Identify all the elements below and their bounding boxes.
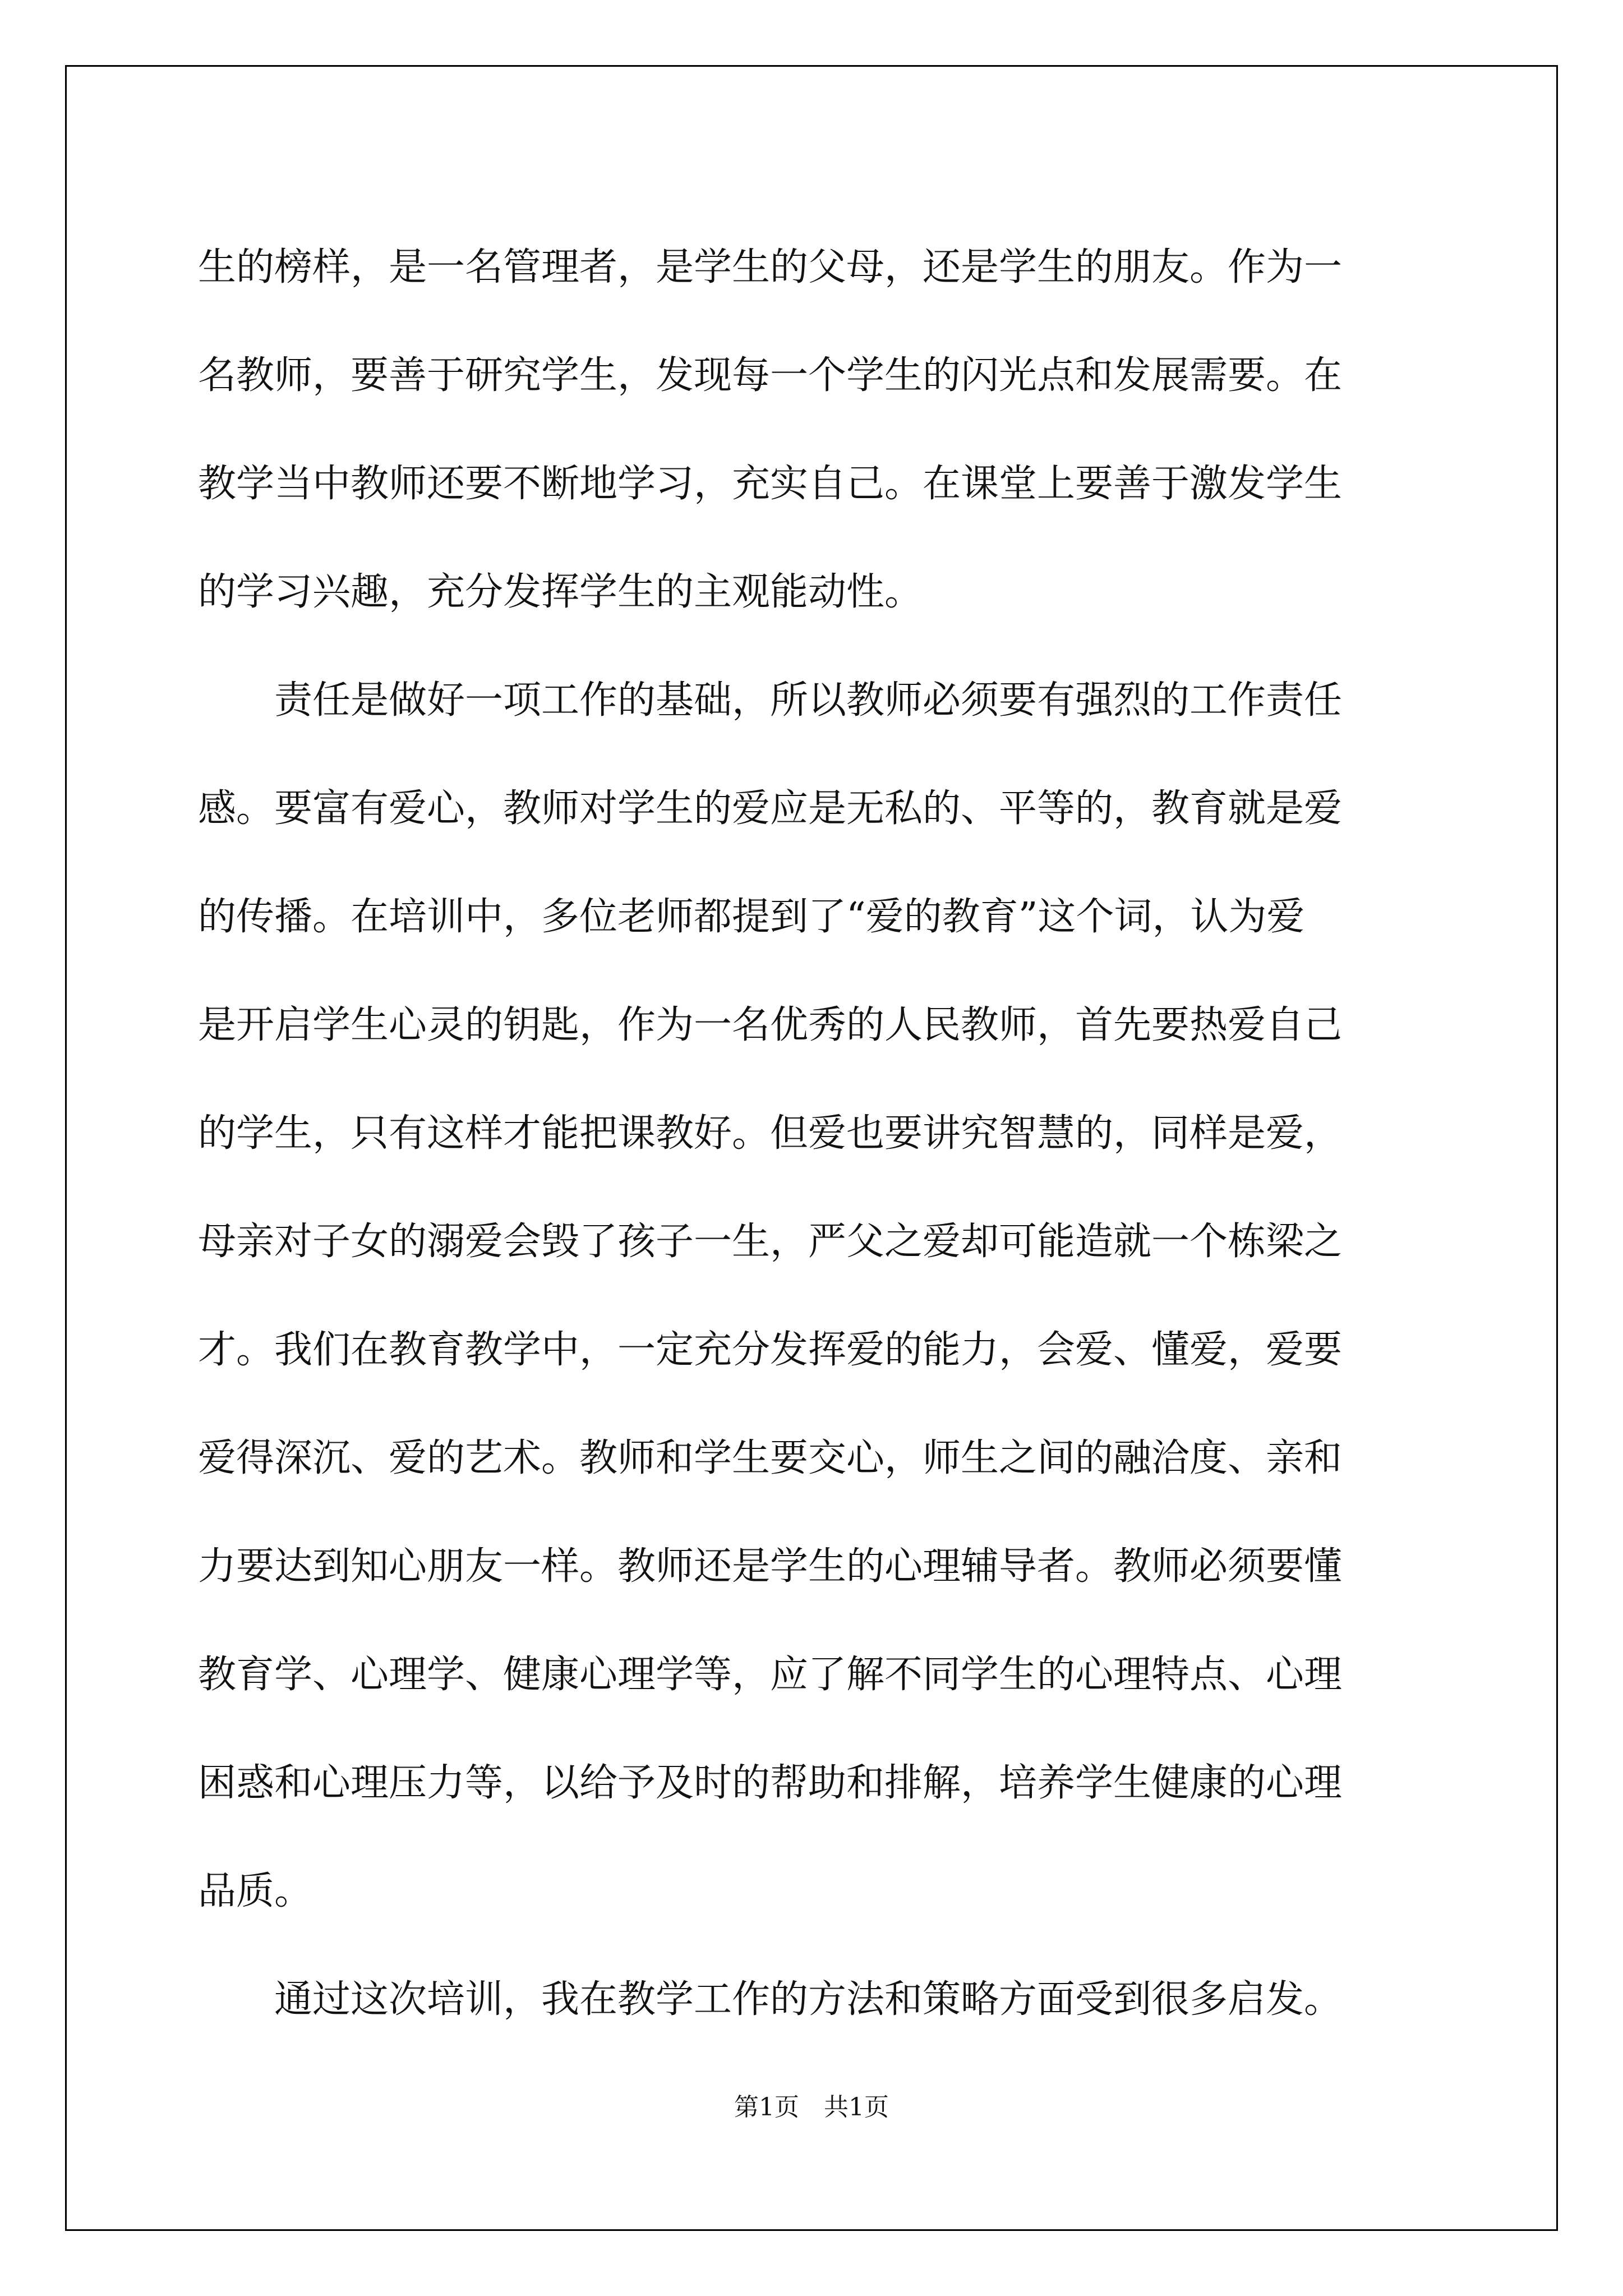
text-line: 的学生，只有这样才能把课教好。但爱也要讲究智慧的，同样是爱，	[198, 1111, 1343, 1156]
document-body	[198, 213, 1430, 2054]
text-line: 才。我们在教育教学中，一定充分发挥爱的能力，会爱、懂爱，爱要	[198, 1328, 1343, 1372]
text-line: 的传播。在培训中，多位老师都提到了“爱的教育”这个词，认为爱	[198, 895, 1305, 939]
text-line: 力要达到知心朋友一样。教师还是学生的心理辅导者。教师必须要懂	[198, 1544, 1343, 1589]
text-line: 感。要富有爱心，教师对学生的爱应是无私的、平等的，教育就是爱	[198, 786, 1343, 831]
text-line: 教学当中教师还要不断地学习，充实自己。在课堂上要善于激发学生	[198, 462, 1343, 506]
text-line: 爱得深沉、爱的艺术。教师和学生要交心，师生之间的融洽度、亲和	[198, 1436, 1343, 1480]
page-number-footer: 第1页 共1页	[734, 2093, 889, 2122]
text-line: 是开启学生心灵的钥匙，作为一名优秀的人民教师，首先要热爱自己	[198, 1003, 1343, 1047]
text-line: 生的榜样，是一名管理者，是学生的父母，还是学生的朋友。作为一	[198, 245, 1343, 289]
text-line: 名教师，要善于研究学生，发现每一个学生的闪光点和发展需要。在	[198, 353, 1343, 398]
text-line: 通过这次培训，我在教学工作的方法和策略方面受到很多启发。	[198, 1977, 1343, 2022]
text-line: 困惑和心理压力等，以给予及时的帮助和排解，培养学生健康的心理	[198, 1761, 1343, 1805]
text-line: 的学习兴趣，充分发挥学生的主观能动性。	[198, 570, 923, 614]
text-line: 母亲对子女的溺爱会毁了孩子一生，严父之爱却可能造就一个栋梁之	[198, 1220, 1343, 1264]
text-line: 责任是做好一项工作的基础，所以教师必须要有强烈的工作责任	[198, 678, 1343, 723]
text-line: 品质。	[198, 1869, 313, 1913]
text-line: 教育学、心理学、健康心理学等，应了解不同学生的心理特点、心理	[198, 1653, 1343, 1697]
